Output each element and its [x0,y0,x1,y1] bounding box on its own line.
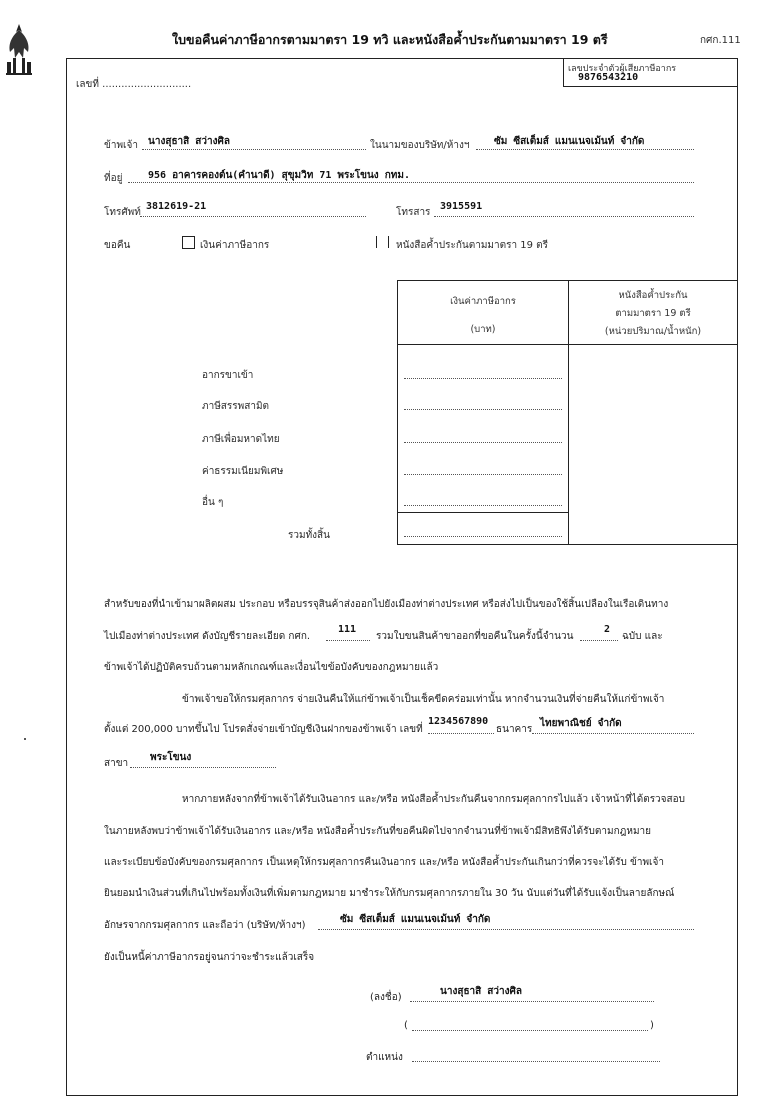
form-number-dotted-line [326,640,370,641]
position-label: ตำแหน่ง [366,1052,403,1063]
form-number-value[interactable]: 111 [338,624,357,635]
para1-line1: สำหรับของที่นำเข้ามาผลิตผสม ประกอบ หรือบรรจุสินค้าส่งออกไปยังเมืองท่าต่างประเทศ หรือส่งไปเป็นของใช้สิ้นเปลืองในเรือเดินทาง [104,599,669,610]
fax-value[interactable]: 3915591 [440,201,483,212]
name-paren-close: ) [650,1020,654,1031]
phone-value[interactable]: 3812619-21 [146,201,207,212]
owner-dotted-line [142,149,366,150]
amount-line-import-duty[interactable] [404,378,562,379]
name-paren-open: ( [404,1020,408,1031]
amount-line-special-fee[interactable] [404,474,562,475]
para3-line2: ในภายหลังพบว่าข้าพเจ้าได้รับเงินอากร และ/หรือ หนังสือค้ำประกันที่ขอคืนผิดไปจากจำนวนที่ข้าพเจ้ามีสิทธิพึงได้รับตามกฎหมาย [104,826,652,837]
amount-line-total[interactable] [404,536,562,537]
para1-line2c: ฉบับ และ [622,631,663,642]
garuda-emblem-icon [4,22,34,78]
refund-tax-checkbox[interactable] [182,236,195,249]
company-dotted-line [476,149,694,150]
owner-value[interactable]: นางสุธาสิ สว่างศิล [148,136,230,147]
para1-line2b: รวมใบขนสินค้าขาออกที่ขอคืนในครั้งนี้จำนวน [376,631,574,642]
signature-dotted-line [410,1001,654,1002]
table-col2-section: ตามมาตรา 19 ตรี [615,308,691,319]
account-dotted-line [428,733,494,734]
row-label-import-duty: อากรขาเข้า [202,370,254,381]
table-total-top-divider [397,512,568,513]
para1-line2a: ไปเมืองท่าต่างประเทศ ดังบัญชีรายละเอียด กศก. [104,631,311,642]
para2-line2a: ตั้งแต่ 200,000 บาทขึ้นไป โปรดสั่งจ่ายเข้าบัญชีเงินฝากของข้าพเจ้า เลขที่ [104,724,423,735]
request-label: ขอคืน [104,240,131,251]
para3-line1: หากภายหลังจากที่ข้าพเจ้าได้รับเงินอากร และ/หรือ หนังสือค้ำประกันคืนจากกรมศุลกากรไปแล้ว เจ้าหน้าที่ได้ตรวจสอบ [182,794,685,805]
frame-right [737,58,738,1096]
company-label: ในนามของบริษัท/ห้างฯ [370,140,470,151]
signature-label: (ลงชื่อ) [370,992,402,1003]
document-number-label: เลขที่ ............................ [76,79,192,90]
frame-left [66,58,67,1096]
guarantee-bracket-right [388,236,389,248]
form-title: ใบขอคืนค่าภาษีอากรตามมาตรา 19 ทวิ และหนังสือค้ำประกันตามมาตรา 19 ตรี [172,32,608,47]
address-label: ที่อยู่ [104,173,123,184]
table-col2-header: หนังสือค้ำประกัน [618,290,688,301]
account-number-value[interactable]: 1234567890 [428,716,489,727]
bank-dotted-line [532,733,694,734]
para3-line4: ยินยอมนำเงินส่วนที่เกินไปพร้อมทั้งเงินที่เพิ่มตามกฎหมาย มาชำระให้กับกรมศุลกากรภายใน 30 วัน นับแต่วันที่ได้รับแจ้งเป็นลายลักษณ์ [104,888,675,899]
company-confirm-value[interactable]: ซัม ซีสเต็มส์ แมนเนจเม้นท์ จำกัด [340,914,491,925]
table-col2-unit: (หน่วยปริมาณ/น้ำหนัก) [604,326,702,337]
owner-label: ข้าพเจ้า [104,140,138,151]
table-header-divider [397,344,737,345]
bank-label: ธนาคาร [496,724,533,735]
company-value[interactable]: ซัม ซีสเต็มส์ แมนเนจเม้นท์ จำกัด [494,136,645,147]
scan-mark-dot [24,738,26,740]
row-label-special-fee: ค่าธรรมเนียมพิเศษ [202,466,284,477]
para3-line6: ยังเป็นหนี้ค่าภาษีอากรอยู่จนกว่าจะชำระแล้วเสร็จ [104,952,315,963]
bank-value[interactable]: ไทยพาณิชย์ จำกัด [540,718,622,729]
form-code: กศก.111 [700,35,741,46]
table-bottom-divider [397,544,737,545]
branch-value[interactable]: พระโขนง [150,752,192,763]
fax-label: โทรสาร [396,207,431,218]
fax-dotted-line [434,216,694,217]
row-label-excise-tax: ภาษีสรรพสามิต [202,401,270,412]
branch-dotted-line [130,767,276,768]
row-label-total: รวมทั้งสิ้น [288,530,330,541]
phone-label: โทรศัพท์ [104,207,141,218]
count-value[interactable]: 2 [604,624,611,635]
company-confirm-dotted-line [318,929,694,930]
printed-name-dotted-line[interactable] [412,1030,648,1031]
tax-id-label: เลขประจำตัวผู้เสียภาษีอากร [568,64,677,74]
amount-line-interior-tax[interactable] [404,442,562,443]
para1-line3: ข้าพเจ้าได้ปฏิบัติครบถ้วนตามหลักเกณฑ์และเงื่อนไขข้อบังคับของกฎหมายแล้ว [104,662,439,673]
position-dotted-line[interactable] [412,1061,660,1062]
row-label-interior-tax: ภาษีเพื่อมหาดไทย [202,434,280,445]
guarantee-bracket-left [376,236,377,248]
refund-tax-label: เงินค่าภาษีอากร [200,240,270,251]
row-label-other: อื่น ๆ [202,497,224,508]
table-col1-header: เงินค่าภาษีอากร [450,296,516,307]
address-value[interactable]: 956 อาคารคองต์น(คำนาดี) สุขุมวิท 71 พระโขนง กทม. [148,170,410,181]
count-dotted-line [580,640,618,641]
signature-value[interactable]: นางสุธาสิ สว่างศิล [440,986,522,997]
amount-line-other[interactable] [404,505,562,506]
table-col1-unit: (บาท) [470,324,496,335]
phone-dotted-line [140,216,366,217]
amount-line-excise-tax[interactable] [404,409,562,410]
frame-bottom [66,1095,738,1096]
para3-line3: และระเบียบข้อบังคับของกรมศุลกากร เป็นเหตุให้กรมศุลกากรคืนเงินอากร และ/หรือ หนังสือค้ำประกันเกินกว่าที่ควรจะได้รับ ข้าพเจ้า [104,857,664,868]
branch-label: สาขา [104,758,129,769]
para2-line1: ข้าพเจ้าขอให้กรมศุลกากร จ่ายเงินคืนให้แก่ข้าพเจ้าเป็นเช็คขีดคร่อมเท่านั้น หากจำนวนเงินที่จ่ายคืนให้แก่ข้าพเจ้า [182,694,665,705]
table-column-divider [568,280,569,544]
guarantee-label: หนังสือค้ำประกันตามมาตรา 19 ตรี [396,240,549,251]
tax-id-value: 9876543210 [578,72,639,83]
para3-line5a: อักษรจากกรมศุลกากร และถือว่า (บริษัท/ห้างฯ) [104,920,306,931]
